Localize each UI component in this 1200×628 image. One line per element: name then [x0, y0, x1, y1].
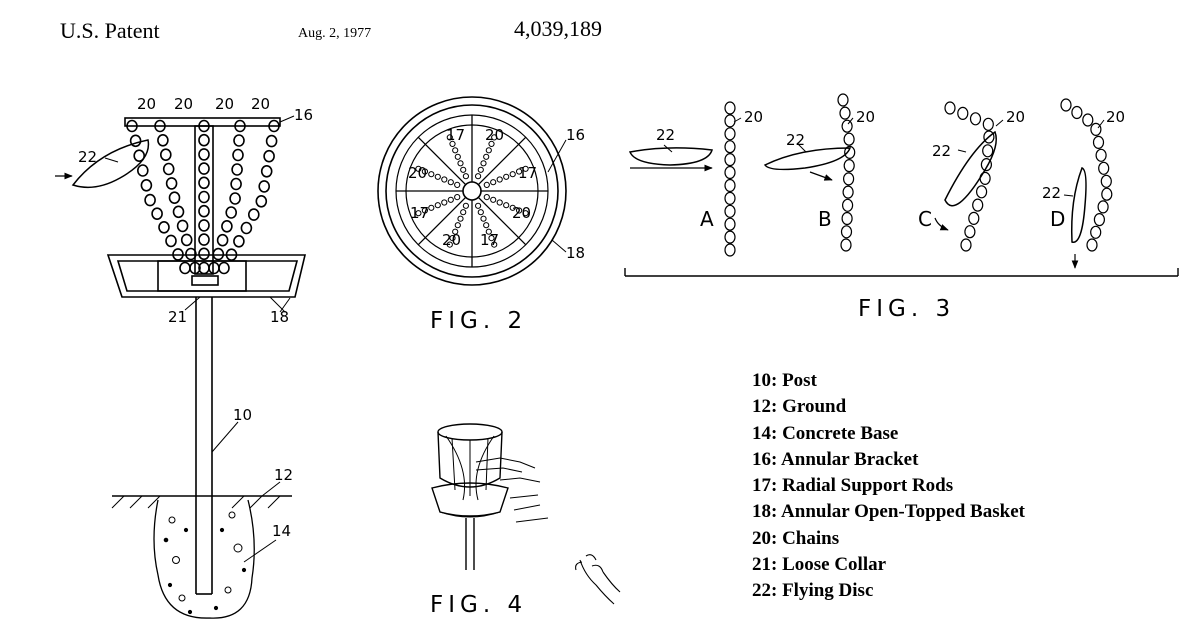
ref-fig3-22a: 22	[656, 126, 676, 144]
chain-link	[178, 220, 188, 231]
chain-link	[1102, 188, 1112, 200]
ref-fig1-20b: 20	[174, 95, 194, 113]
legend-item: 22: Flying Disc	[752, 580, 874, 602]
chain-link	[213, 249, 223, 260]
chain-link	[218, 235, 228, 246]
chain-link	[209, 263, 219, 274]
fig4-title: FIG. 4	[430, 592, 528, 618]
chain-link	[174, 206, 184, 217]
chain-link	[725, 167, 735, 179]
chain-link	[145, 195, 155, 206]
chain-link	[249, 209, 259, 220]
chain-link	[969, 212, 979, 224]
chain-link	[234, 236, 244, 247]
chain-link	[725, 128, 735, 140]
chains	[127, 121, 279, 274]
chain-link	[180, 263, 190, 274]
legend-item: 16: Annular Bracket	[752, 448, 919, 470]
chain-link	[844, 160, 854, 172]
chain-link	[158, 135, 168, 146]
ref-fig2-17a: 17	[446, 126, 466, 144]
legend-item: 18: Annular Open-Topped Basket	[752, 501, 1025, 523]
ref-fig3-20a: 20	[744, 108, 764, 126]
chain-link	[455, 182, 460, 187]
chain-link	[842, 213, 852, 225]
chain-link	[267, 136, 277, 147]
legend-item: 20: Chains	[752, 527, 840, 549]
ref-fig1-12: 12	[274, 466, 294, 484]
ref-fig2-17b: 17	[518, 164, 538, 182]
chain-link	[476, 174, 481, 179]
chain-link	[182, 234, 192, 245]
chain-link	[429, 172, 434, 177]
chain-link	[1094, 136, 1104, 148]
chain-link	[233, 150, 243, 161]
chain-link	[442, 177, 447, 182]
chain-link	[231, 179, 241, 190]
chain-link	[484, 223, 489, 228]
chain-link	[725, 141, 735, 153]
chain-link	[958, 107, 968, 119]
stage-d-label: D	[1050, 207, 1066, 231]
chain-link	[167, 178, 177, 189]
chain-link	[259, 181, 269, 192]
chain-link	[429, 205, 434, 210]
ref-fig2-16: 16	[566, 126, 586, 144]
chain-link	[232, 164, 242, 175]
chain-link	[842, 226, 852, 238]
chain-link	[725, 115, 735, 127]
chain-link	[463, 174, 468, 179]
ref-fig2-20a: 20	[485, 126, 505, 144]
chain-link	[973, 199, 983, 211]
figure-1-basket-assembly	[55, 116, 305, 618]
chain-link	[264, 151, 274, 162]
ref-fig3-20c: 20	[1006, 108, 1026, 126]
ref-fig2-17d: 17	[480, 231, 500, 249]
chain-link	[199, 234, 209, 245]
chain-link	[478, 210, 483, 215]
ref-fig2-17c: 17	[410, 204, 430, 222]
legend-item: 14: Concrete Base	[752, 422, 899, 444]
reference-legend	[752, 368, 1025, 605]
chain-link	[844, 133, 854, 145]
chain-link	[166, 235, 176, 246]
chain-link	[455, 195, 460, 200]
chain-link	[138, 165, 148, 176]
chain-link	[199, 192, 209, 203]
chain-link	[476, 203, 481, 208]
ref-fig3-22c: 22	[932, 142, 952, 160]
chain-link	[222, 221, 232, 232]
chain-link	[199, 220, 209, 231]
patent-number: 4,039,189	[514, 16, 602, 41]
chain-link	[159, 222, 169, 233]
chain-link	[199, 248, 209, 259]
chain-link	[725, 180, 735, 192]
chain-link	[983, 145, 993, 157]
chain-link	[1083, 114, 1093, 126]
chain-link	[838, 94, 848, 106]
chain-link	[1091, 226, 1101, 238]
chain-link	[486, 148, 491, 153]
chain-link	[453, 148, 458, 153]
concrete-base	[154, 500, 276, 618]
ref-fig1-21: 21	[168, 308, 188, 326]
stage-c-label: C	[918, 207, 932, 231]
chain-link	[199, 206, 209, 217]
chain-link	[458, 161, 463, 166]
chain-link	[1098, 201, 1108, 213]
ground-line	[112, 482, 292, 508]
chain-link	[164, 164, 174, 175]
chain-link	[219, 263, 229, 274]
fig3-title: FIG. 3	[858, 296, 956, 322]
chain-link	[435, 174, 440, 179]
chain-link	[497, 200, 502, 205]
ref-fig2-18: 18	[566, 244, 586, 262]
chain-link	[980, 172, 990, 184]
chain-link	[134, 150, 144, 161]
chain-link	[226, 207, 236, 218]
chain-link	[455, 223, 460, 228]
chain-link	[256, 196, 266, 207]
chain-link	[435, 203, 440, 208]
chain-link	[458, 216, 463, 221]
chain-link	[1061, 99, 1071, 111]
chain-link	[844, 173, 854, 185]
chain-link	[841, 239, 851, 251]
patent-label: U.S. Patent	[60, 18, 160, 43]
ref-fig3-22d: 22	[1042, 184, 1062, 202]
ref-fig2-20d: 20	[442, 231, 462, 249]
ref-fig1-20c: 20	[215, 95, 235, 113]
chain-link	[161, 149, 171, 160]
chain-link	[725, 205, 735, 217]
chain-link	[965, 226, 975, 238]
ref-fig2-20b: 20	[408, 164, 428, 182]
chain-link	[131, 135, 141, 146]
chain-link	[1091, 123, 1101, 135]
chain-link	[843, 199, 853, 211]
chain-link	[725, 154, 735, 166]
chain-link	[199, 163, 209, 174]
chain-link	[230, 193, 240, 204]
chain-link	[484, 154, 489, 159]
legend-item: 10: Post	[752, 370, 817, 391]
chain-link	[448, 197, 453, 202]
chains-sequence	[725, 94, 1112, 256]
chain-link	[971, 113, 981, 125]
flying-disc-d	[1072, 168, 1086, 242]
chain-link	[725, 231, 735, 243]
stage-b-label: B	[818, 207, 832, 231]
figure-4-perspective	[432, 424, 620, 604]
chain-link	[481, 161, 486, 166]
ref-fig3-20d: 20	[1106, 108, 1126, 126]
chain-link	[843, 186, 853, 198]
chain-link	[241, 223, 251, 234]
chain-link	[442, 200, 447, 205]
chain-link	[199, 135, 209, 146]
ref-fig1-14: 14	[272, 522, 292, 540]
chain-link	[842, 120, 852, 132]
chain-link	[1099, 162, 1109, 174]
chain-link	[497, 177, 502, 182]
figure-3-sequence	[625, 94, 1178, 276]
ref-fig1-20d: 20	[251, 95, 271, 113]
chain-link	[199, 149, 209, 160]
chain-link	[481, 216, 486, 221]
fig2-title: FIG. 2	[430, 308, 528, 334]
chain-link	[461, 167, 466, 172]
ref-fig2-20c: 20	[512, 204, 532, 222]
chain-link	[461, 210, 466, 215]
ref-fig1-22: 22	[78, 148, 98, 166]
legend-item: 17: Radial Support Rods	[752, 475, 954, 497]
figure-2-top-view	[378, 97, 566, 285]
chain-link	[491, 180, 496, 185]
chain-link	[1087, 239, 1097, 251]
chain-link	[840, 107, 850, 119]
annular-bracket	[125, 118, 280, 126]
chain-link	[152, 208, 162, 219]
chain-link	[504, 174, 509, 179]
ref-fig1-16: 16	[294, 106, 314, 124]
chain-link	[977, 186, 987, 198]
chain-link	[504, 203, 509, 208]
legend-item: 21: Loose Collar	[752, 554, 887, 576]
chain-link	[725, 192, 735, 204]
flying-disc-b	[765, 148, 850, 169]
radial-support-rods	[396, 115, 548, 267]
flying-disc	[55, 140, 148, 187]
chain-link	[510, 172, 515, 177]
chain-link	[448, 180, 453, 185]
chain-link	[961, 239, 971, 251]
chain-link	[983, 118, 993, 130]
chain-link	[1101, 175, 1111, 187]
chain-link	[725, 102, 735, 114]
post	[196, 297, 212, 594]
chain-link	[1094, 214, 1104, 226]
stage-a-label: A	[700, 207, 714, 231]
chain-link	[234, 135, 244, 146]
ref-fig3-20b: 20	[856, 108, 876, 126]
ref-fig1-20a: 20	[137, 95, 157, 113]
chain-link	[725, 218, 735, 230]
chain-link	[170, 192, 180, 203]
chain-link	[491, 197, 496, 202]
ref-fig1-18: 18	[270, 308, 290, 326]
chain-link	[725, 244, 735, 256]
legend-item: 12: Ground	[752, 396, 847, 418]
chain-link	[463, 203, 468, 208]
chain-link	[945, 102, 955, 114]
loose-collar	[192, 276, 218, 285]
patent-date: Aug. 2, 1977	[298, 26, 372, 41]
chain-link	[478, 167, 483, 172]
ref-fig1-10: 10	[233, 406, 253, 424]
chain-link	[484, 182, 489, 187]
chain-link	[199, 177, 209, 188]
chain-link	[262, 166, 272, 177]
chain-link	[484, 195, 489, 200]
chain-link	[1096, 149, 1106, 161]
chain-link	[455, 154, 460, 159]
chain-link	[141, 180, 151, 191]
ref-fig3-22b: 22	[786, 131, 806, 149]
chain-link	[1072, 107, 1082, 119]
